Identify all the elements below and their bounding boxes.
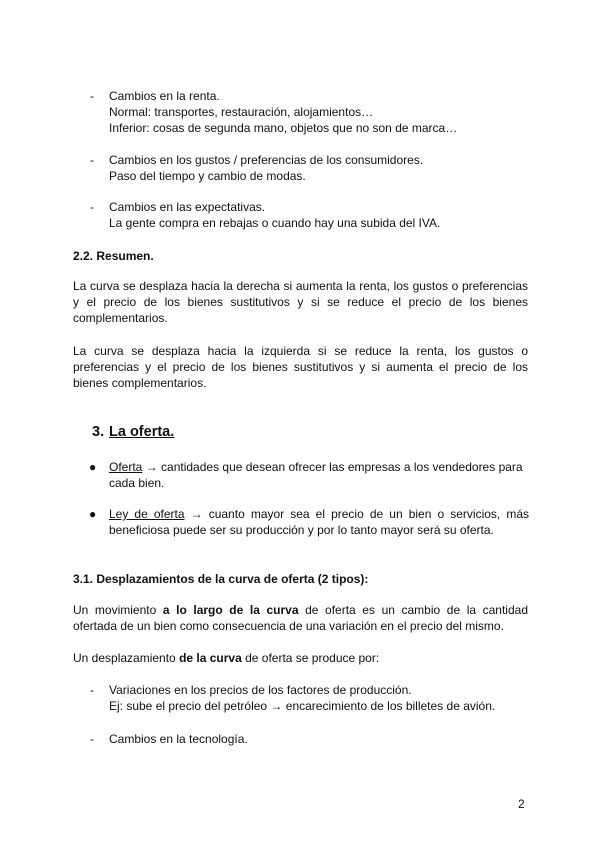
renta-title: Cambios en la renta. bbox=[109, 89, 220, 103]
bold-term: a lo largo de la curva bbox=[162, 603, 299, 617]
text-run: de oferta es un cambio de la cantidad bbox=[298, 603, 528, 617]
bullet-item-oferta bbox=[89, 459, 529, 491]
term-oferta: Oferta bbox=[109, 460, 143, 474]
text-run: de oferta se produce por: bbox=[241, 651, 380, 665]
list-item-gustos bbox=[90, 152, 530, 184]
expectativas-title: Cambios en las expectativas. bbox=[109, 200, 266, 214]
resumen-paragraph-2 bbox=[73, 343, 528, 391]
gustos-title: Cambios en los gustos / preferencias de los consumidores. bbox=[109, 153, 424, 167]
bullet-icon: ● bbox=[89, 460, 97, 474]
dash-marker: - bbox=[90, 732, 94, 746]
text-line bbox=[73, 602, 528, 618]
list-item-renta bbox=[90, 88, 530, 136]
section-title: La oferta. bbox=[109, 424, 175, 440]
dash-marker: - bbox=[90, 683, 94, 697]
gustos-detail: Paso del tiempo y cambio de modas. bbox=[109, 169, 306, 183]
section-heading-resumen: 2.2. Resumen. bbox=[73, 249, 154, 263]
term-ley-oferta: Ley de oferta bbox=[109, 507, 185, 521]
list-item-factores bbox=[90, 682, 530, 714]
text-line: preferencias y el precio de los bienes sustitutivos y si aumenta el precio de los bbox=[73, 360, 528, 374]
factores-title: Variaciones en los precios de los factores de producción. bbox=[109, 683, 412, 697]
renta-normal: Normal: transportes, restauración, alojamientos… bbox=[109, 105, 374, 119]
text-line: ofertada de un bien como consecuencia de una variación en el precio del mismo. bbox=[73, 619, 504, 633]
list-item-tecnologia bbox=[90, 731, 530, 747]
page-number: 2 bbox=[518, 797, 525, 811]
resumen-paragraph-1 bbox=[73, 278, 528, 326]
dash-marker: - bbox=[90, 89, 94, 103]
movimiento-paragraph bbox=[73, 602, 528, 634]
list-item-expectativas bbox=[90, 199, 530, 231]
text-run: Un desplazamiento bbox=[73, 651, 180, 665]
ley-text: → cuanto mayor sea el precio de un bien o servicios, más bbox=[184, 507, 529, 521]
text-line: complementarios. bbox=[73, 311, 168, 325]
bold-term: de la curva bbox=[179, 651, 242, 665]
text-line: La curva se desplaza hacia la derecha si aumenta la renta, los gustos o preferencias bbox=[73, 279, 528, 293]
dash-marker: - bbox=[90, 153, 94, 167]
text-line: La curva se desplaza hacia la izquierda si se reduce la renta, los gustos o bbox=[73, 344, 528, 358]
section-heading-desplazamientos: 3.1. Desplazamientos de la curva de oferta (2 tipos): bbox=[73, 572, 369, 586]
section-number: 3. bbox=[92, 424, 105, 440]
renta-inferior: Inferior: cosas de segunda mano, objetos que no son de marca… bbox=[109, 121, 458, 135]
text-line: y el precio de los bienes sustitutivos y si se reduce el precio de los bienes bbox=[73, 295, 528, 309]
section-heading-oferta bbox=[92, 424, 174, 440]
definition-text-cont: cada bien. bbox=[109, 476, 165, 490]
factores-example: Ej: sube el precio del petróleo → encarecimiento de los billetes de avión. bbox=[109, 699, 496, 713]
dash-marker: - bbox=[90, 200, 94, 214]
ley-text-cont: beneficiosa puede ser su producción y por lo tanto mayor será su oferta. bbox=[109, 523, 494, 537]
desplazamiento-paragraph bbox=[73, 650, 528, 666]
expectativas-detail: La gente compra en rebajas o cuando hay una subida del IVA. bbox=[109, 216, 441, 230]
tecnologia-title: Cambios en la tecnología. bbox=[109, 732, 248, 746]
definition-text: → cantidades que desean ofrecer las empresas a los vendedores para bbox=[142, 460, 523, 474]
bullet-item-ley-oferta bbox=[89, 506, 529, 538]
bullet-icon: ● bbox=[89, 507, 97, 521]
text-line bbox=[73, 650, 528, 666]
text-line: bienes complementarios. bbox=[73, 376, 207, 390]
text-run: Un movimiento bbox=[73, 603, 163, 617]
